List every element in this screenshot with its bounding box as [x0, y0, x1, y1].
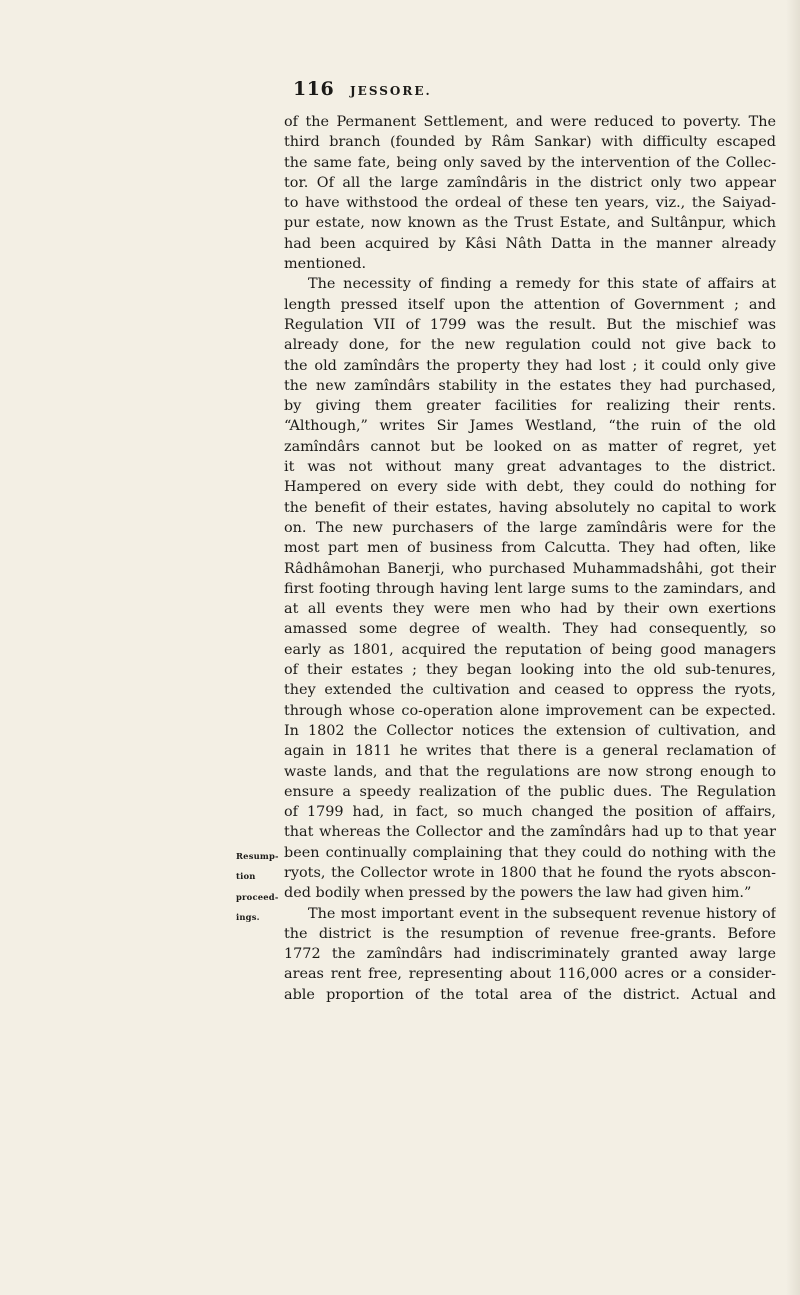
text-line: the old zamîndârs the property they had lost ; it could only give: [284, 357, 776, 374]
text-line: it was not without many great advantages to the district.: [284, 459, 776, 476]
text-line: most part men of business from Calcutta. They had often, like: [284, 540, 776, 557]
body-text: [284, 112, 776, 1005]
text-line: to have withstood the ordeal of these ten years, viz., the Saiyad-: [284, 195, 776, 212]
page-number: 116: [293, 78, 335, 100]
text-line: able proportion of the total area of the district. Actual and: [284, 986, 776, 1003]
margin-note: [236, 846, 280, 927]
text-line: been continually complaining that they could do nothing with the: [284, 844, 776, 861]
text-line: “Although,” writes Sir James Westland, “the ruin of the old: [284, 418, 776, 435]
margin-note-line: proceed-: [236, 891, 279, 902]
text-line: through whose co-operation alone improvement can be expected.: [284, 702, 776, 719]
text-line: they extended the cultivation and ceased to oppress the ryots,: [284, 682, 776, 699]
text-line: the district is the resumption of revenue free-grants. Before: [284, 925, 776, 942]
text-line: tor. Of all the large zamîndâris in the district only two appear: [284, 174, 776, 191]
text-line: of 1799 had, in fact, so much changed the position of affairs,: [284, 804, 776, 821]
text-line: areas rent free, representing about 116,000 acres or a consider-: [284, 966, 776, 983]
text-line: waste lands, and that the regulations are now strong enough to: [284, 763, 776, 780]
text-line: the benefit of their estates, having absolutely no capital to work: [284, 499, 776, 516]
text-line: Hampered on every side with debt, they could do nothing for: [284, 479, 776, 496]
text-line: ensure a speedy realization of the public dues. The Regulation: [284, 783, 776, 800]
text-line: early as 1801, acquired the reputation of being good managers: [284, 641, 776, 658]
text-line: the same fate, being only saved by the intervention of the Collec-: [284, 154, 776, 171]
text-line: had been acquired by Kâsi Nâth Datta in the manner already: [284, 235, 776, 252]
text-line: already done, for the new regulation could not give back to: [284, 337, 776, 354]
margin-note-line: ings.: [236, 911, 260, 922]
text-line: ryots, the Collector wrote in 1800 that he found the ryots abscon-: [284, 864, 776, 881]
text-line: of their estates ; they began looking into the old sub-tenures,: [284, 662, 776, 679]
text-line: mentioned.: [284, 256, 367, 273]
text-line: 1772 the zamîndârs had indiscriminately granted away large: [284, 946, 776, 963]
text-line: length pressed itself upon the attention of Government ; and: [284, 296, 776, 313]
text-line: on. The new purchasers of the large zamîndâris were for the: [284, 519, 776, 536]
text-line: Râdhâmohan Banerji, who purchased Muhammadshâhi, got their: [284, 560, 776, 577]
text-line: The most important event in the subsequent revenue history of: [308, 905, 776, 922]
text-line: pur estate, now known as the Trust Estate, and Sultânpur, which: [284, 215, 776, 232]
running-head: JESSORE.: [350, 84, 432, 98]
text-line: again in 1811 he writes that there is a general reclamation of: [284, 743, 776, 760]
text-line: first footing through having lent large sums to the zamindars, and: [284, 580, 776, 597]
text-line: ded bodily when pressed by the powers the law had given him.”: [284, 885, 752, 902]
text-line: of the Permanent Settlement, and were reduced to poverty. The: [284, 114, 776, 130]
margin-note-line: Resump-: [236, 851, 279, 861]
text-line: the new zamîndârs stability in the estates they had purchased,: [284, 377, 776, 394]
margin-note-line: tion: [236, 871, 256, 882]
text-line: by giving them greater facilities for realizing their rents.: [284, 398, 776, 415]
text-line: The necessity of finding a remedy for this state of affairs at: [308, 276, 776, 293]
text-line: at all events they were men who had by their own exertions: [284, 601, 776, 618]
text-line: that whereas the Collector and the zamîndârs had up to that year: [284, 824, 776, 841]
text-line: zamîndârs cannot but be looked on as matter of regret, yet: [284, 438, 776, 455]
text-line: amassed some degree of wealth. They had consequently, so: [284, 621, 776, 638]
text-line: In 1802 the Collector notices the extension of cultivation, and: [284, 722, 776, 739]
text-line: third branch (founded by Râm Sankar) with difficulty escaped: [284, 134, 776, 151]
page-edge-shadow: [786, 0, 800, 1295]
text-line: Regulation VII of 1799 was the result. But the mischief was: [284, 316, 776, 333]
